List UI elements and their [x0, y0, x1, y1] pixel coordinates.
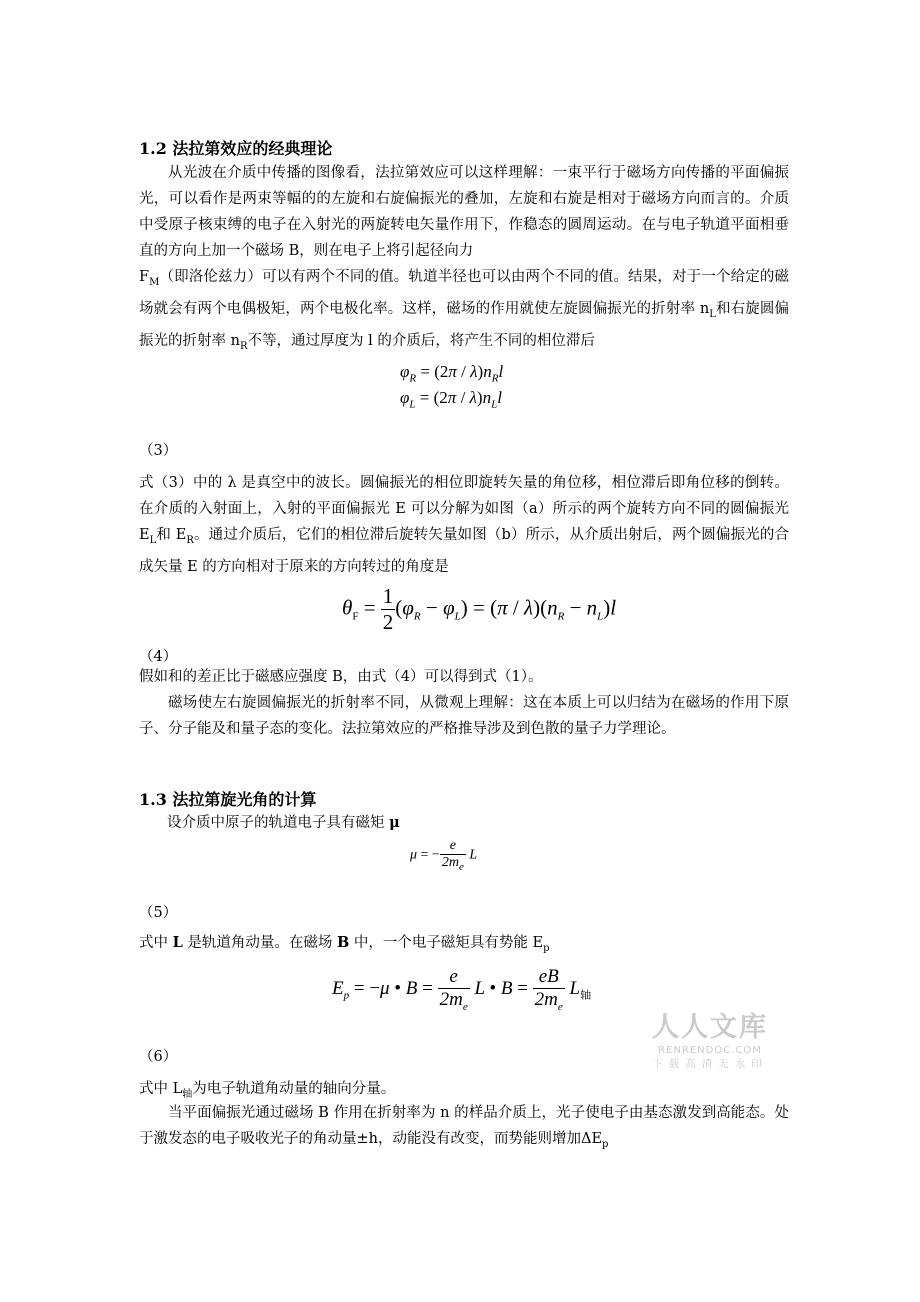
paragraph-1-3-axial: 式中 $L_轴$为电子轨道角动量的轴向分量。	[139, 1081, 396, 1100]
paragraph-1-3-angular: 式中 L 是轨道角动量。在磁场 B 中，一个电子磁矩具有势能 $E_p$	[139, 934, 550, 954]
equation-label-3: （3）	[139, 443, 178, 459]
paragraph-1-2-proportional: 假如和的差正比于磁感应强度 B，由式（4）可以得到式（1）。	[139, 669, 543, 685]
watermark-title: 人人文库	[652, 1012, 768, 1043]
equation-theta-f: $\theta_F$ = $\frac{1}{2}$ $(\varphi_R - \varphi_L) = (\pi / \lambda)(n_R - n_L)l$	[342, 584, 617, 634]
equation-phi-r: $\varphi_R = (2\pi / \lambda)n_Rl$	[400, 362, 504, 385]
paragraph-1-2-intro: 从光波在介质中传播的图像看，法拉第效应可以这样理解：一束平行于磁场方向传播的平面偏振光，可以看作是两束等幅的的左旋和右旋偏振光的叠加，左旋和右旋是相对于磁场方向而言的。介质中受原子核束缚的电子在入射光的两旋转电矢量作用下，作稳态的圆周运动。在与电子轨道平面相垂直的方向上加一个磁场 B，则在电子上将引起径向力 $F_M$（即洛伦兹力）可以有两个不同的值。轨道半径也可以由两个不同的值。结果，对于一个给定的磁场就会有两个电偶极矩，两个电极化率。这样，磁场的作用就使左旋圆偏振光的折射率 $n_L$和右旋圆偏振光的折射率 $n_R$不等，通过厚度为 l 的介质后，将产生不同的相位滞后	[139, 165, 789, 352]
equation-phi-l: $\varphi_L = (2\pi / \lambda)n_Ll$	[400, 388, 502, 411]
paragraph-1-2-wavelength: 式（3）中的 λ 是真空中的波长。圆偏振光的相位即旋转矢量的角位移，相位滞后即角位移的倒转。在介质的入射面上，入射的平面偏振光 E 可以分解为如图（a）所示的两个旋转方向不同的圆偏振光 $E_L$和 $E_R$。通过介质后，它们的相位滞后旋转矢量如图（b）所示，从介质出射后，两个圆偏振光的合成矢量 E 的方向相对于原来的方向转过的角度是	[139, 475, 789, 575]
watermark-slogan: 下载高清无水印	[652, 1058, 768, 1070]
section-heading-1-2: 1.2 法拉第效应的经典理论	[139, 139, 333, 158]
watermark-domain: RENRENDOC.COM	[658, 1045, 762, 1056]
paragraph-1-3-moment: 设介质中原子的轨道电子具有磁矩 μ	[167, 814, 400, 831]
paragraph-1-3-excitation: 当平面偏振光通过磁场 B 作用在折射率为 n 的样品介质上，光子使电子由基态激发到高能态。处于激发态的电子吸收光子的角动量±h，动能没有改变，而势能则增加$\Delta E_p$	[139, 1105, 789, 1150]
equation-label-6: （6）	[139, 1049, 178, 1065]
equation-mu: μ = − $\frac{e}{2m_e}$ L	[410, 838, 478, 873]
paragraph-1-2-microscopic: 磁场使左右旋圆偏振光的折射率不同，从微观上理解：这在本质上可以归结为在磁场的作用下原子、分子能及和量子态的变化。法拉第效应的严格推导涉及到色散的量子力学理论。	[139, 695, 789, 737]
equation-label-4: （4）	[139, 649, 178, 665]
section-heading-1-3: 1.3 法拉第旋光角的计算	[139, 790, 317, 809]
equation-ep: $E_p = -\mu$ • B = $\frac{e}{2m_e}$ L • B = $\frac{eB}{2m_e}$ $L_轴$	[332, 966, 592, 1013]
watermark-logo	[645, 1012, 775, 1071]
equation-label-5: （5）	[139, 905, 178, 921]
